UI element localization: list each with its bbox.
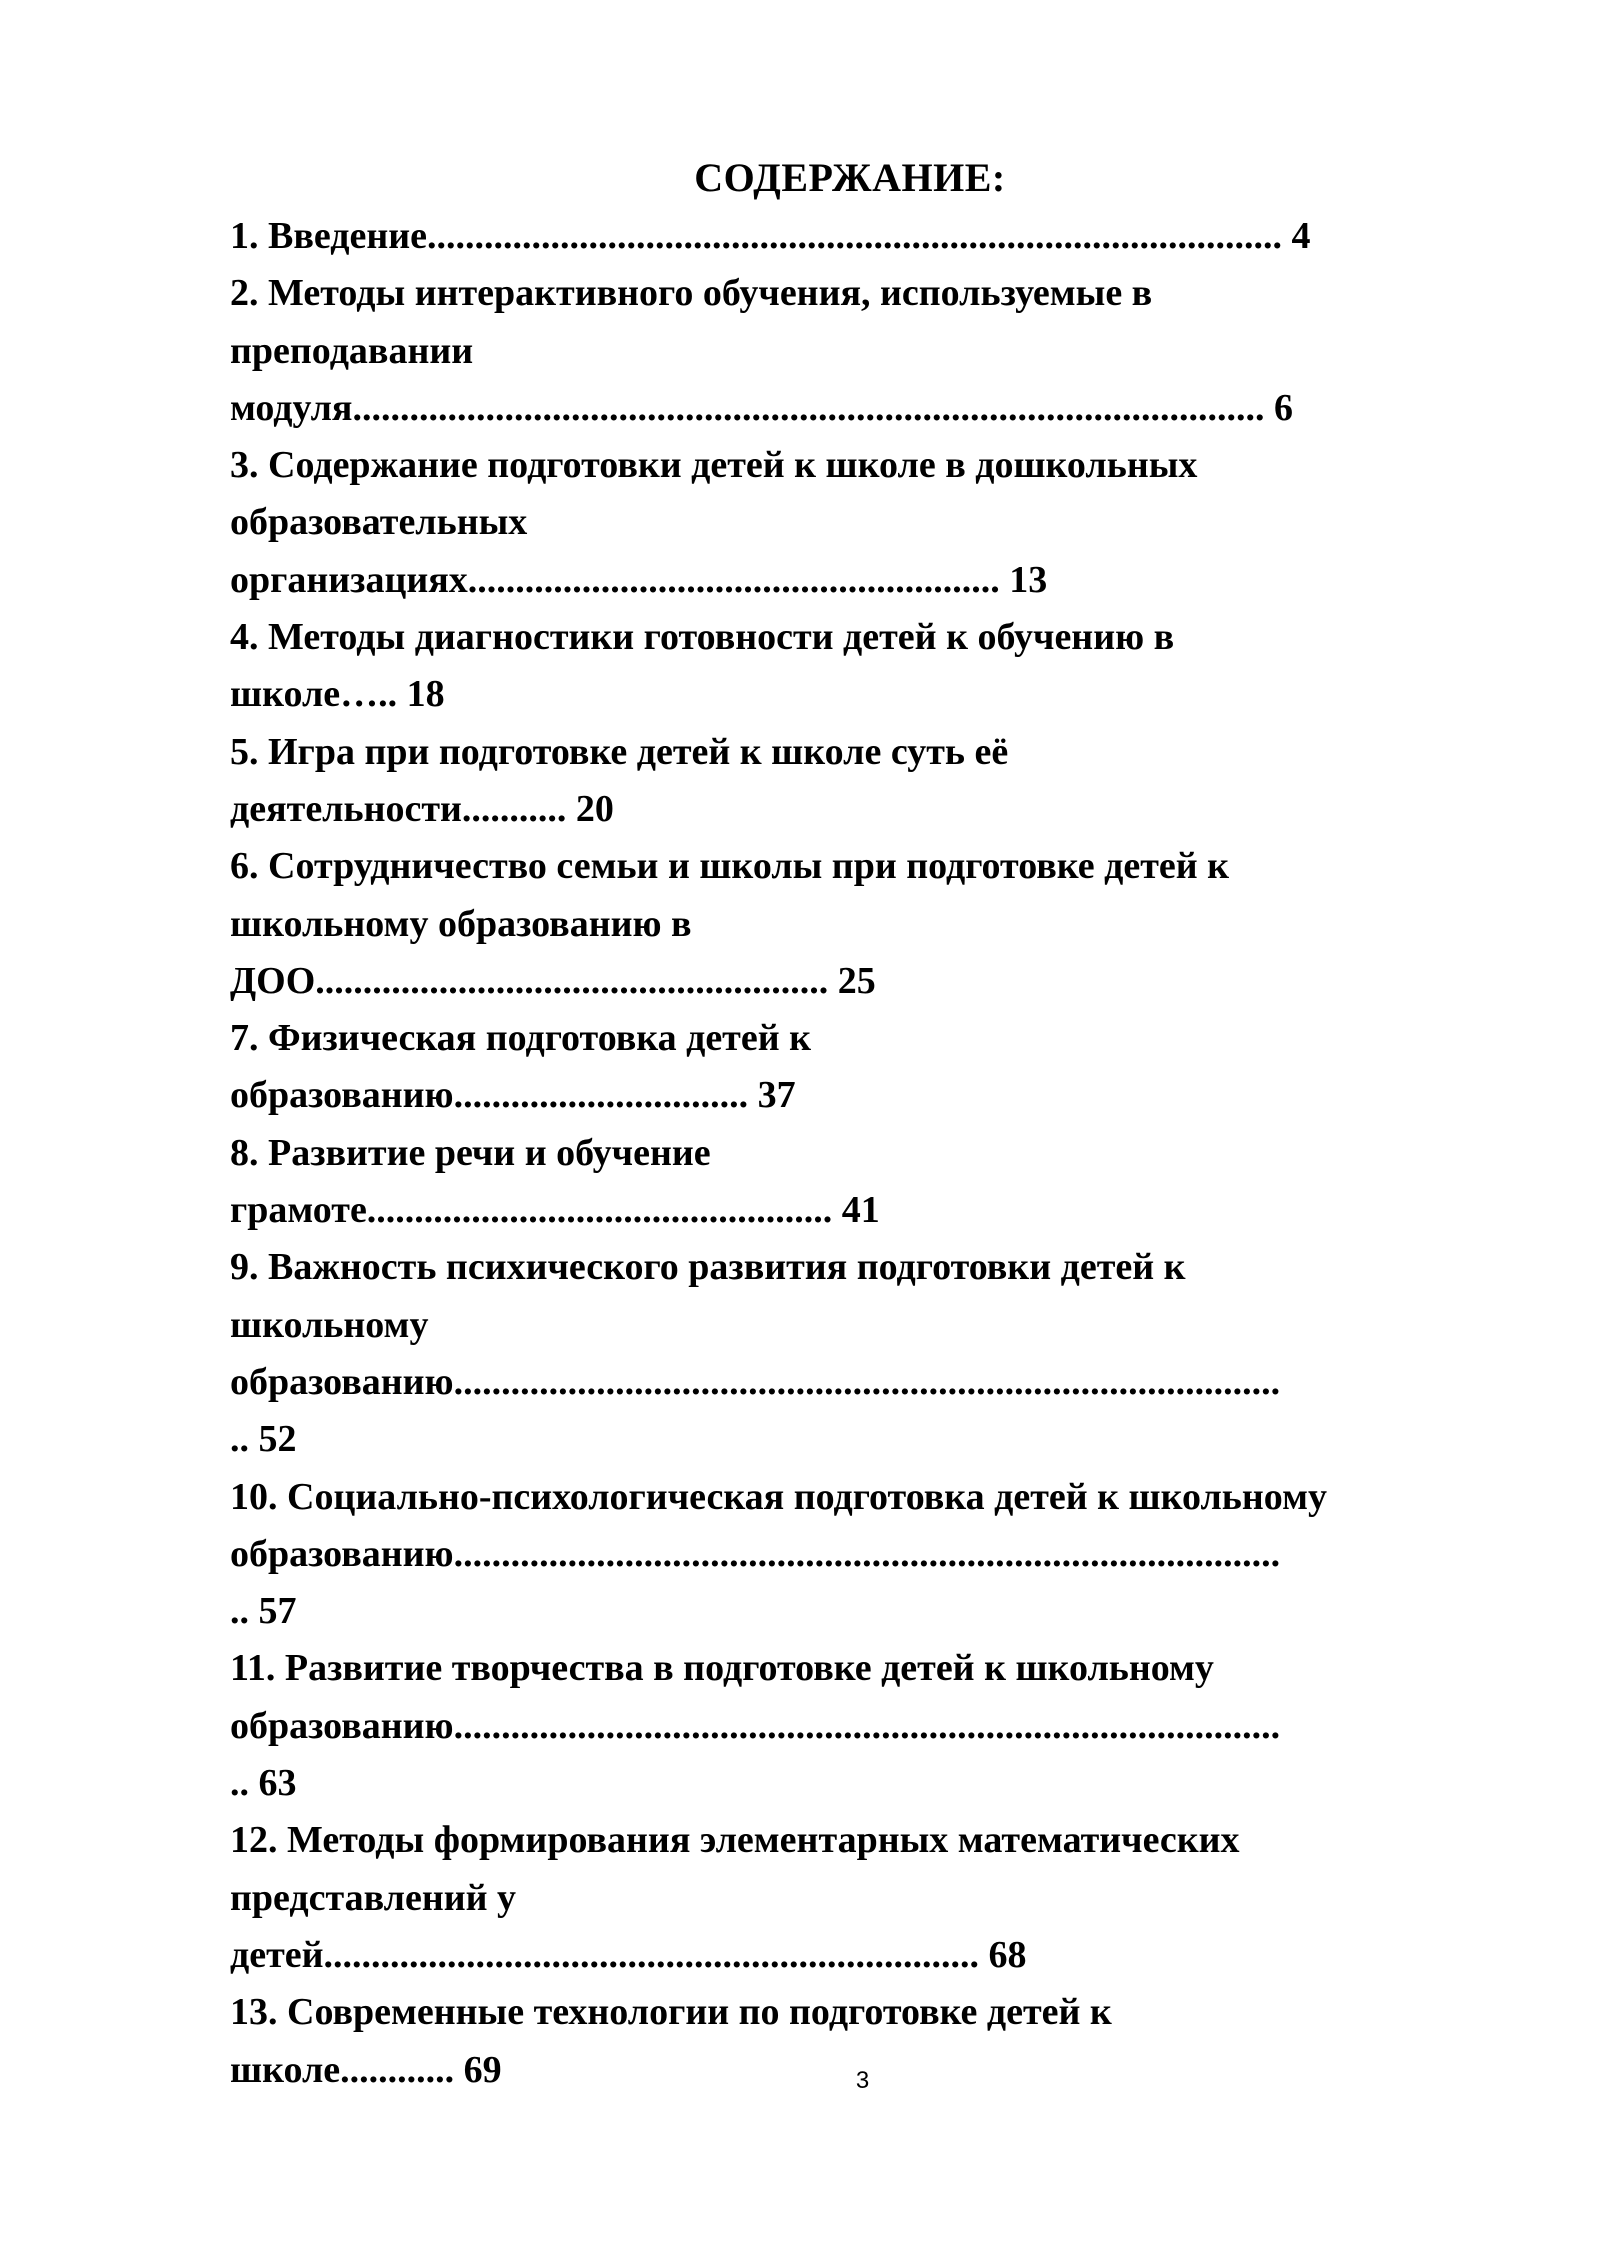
toc-line: 5. Игра при подготовке детей к школе суть её [230,730,1009,773]
toc-line: 9. Важность психического развития подготовки детей к [230,1246,1186,1289]
toc-line: образовательных [230,501,528,544]
toc-line: 2. Методы интерактивного обучения, используемые в [230,272,1153,315]
toc-line: организациях........................................................ 13 [230,558,1048,601]
toc-line: 1. Введение.......................................................................................... 4 [230,215,1311,257]
toc-line: школе............ 69 [230,2048,502,2091]
toc-line: 7. Физическая подготовка детей к [230,1017,812,1060]
toc-line: школе….. 18 [230,673,445,716]
toc-line: .. 57 [230,1590,297,1633]
toc-line: детей..................................................................... 68 [230,1933,1027,1976]
toc-line: образованию....................................................................................... [230,1532,1281,1575]
toc-line: 10. Социально-психологическая подготовка детей к школьному [230,1475,1327,1518]
toc-line: школьному [230,1303,429,1346]
toc-line: модуля................................................................................................ 6 [230,386,1293,429]
table-of-contents [230,208,1500,2099]
toc-line: 6. Сотрудничество семьи и школы при подготовке детей к [230,845,1230,888]
toc-line: 8. Развитие речи и обучение [230,1131,711,1174]
toc-line: преподавании [230,329,474,372]
toc-line: грамоте................................................. 41 [230,1189,880,1232]
toc-line: образованию....................................................................................... [230,1360,1281,1403]
toc-line: 12. Методы формирования элементарных математических [230,1819,1240,1862]
toc-line: .. 52 [230,1418,297,1461]
toc-line: 4. Методы диагностики готовности детей к обучению в [230,616,1175,659]
toc-line: .. 63 [230,1762,297,1805]
toc-line: 11. Развитие творчества в подготовке детей к школьному [230,1647,1214,1690]
toc-line: образованию............................... 37 [230,1074,796,1117]
page-number: 3 [855,2067,870,2094]
toc-line: 13. Современные технологии по подготовке детей к [230,1991,1112,2034]
toc-line: ДОО...................................................... 25 [230,959,876,1002]
toc-line: представлений у [230,1876,517,1919]
toc-line: образованию....................................................................................... [230,1704,1281,1747]
toc-line: 3. Содержание подготовки детей к школе в дошкольных [230,444,1198,487]
toc-title: СОДЕРЖАНИЕ: [694,155,1006,200]
toc-line: деятельности........... 20 [230,787,614,830]
toc-line: школьному образованию в [230,902,692,945]
